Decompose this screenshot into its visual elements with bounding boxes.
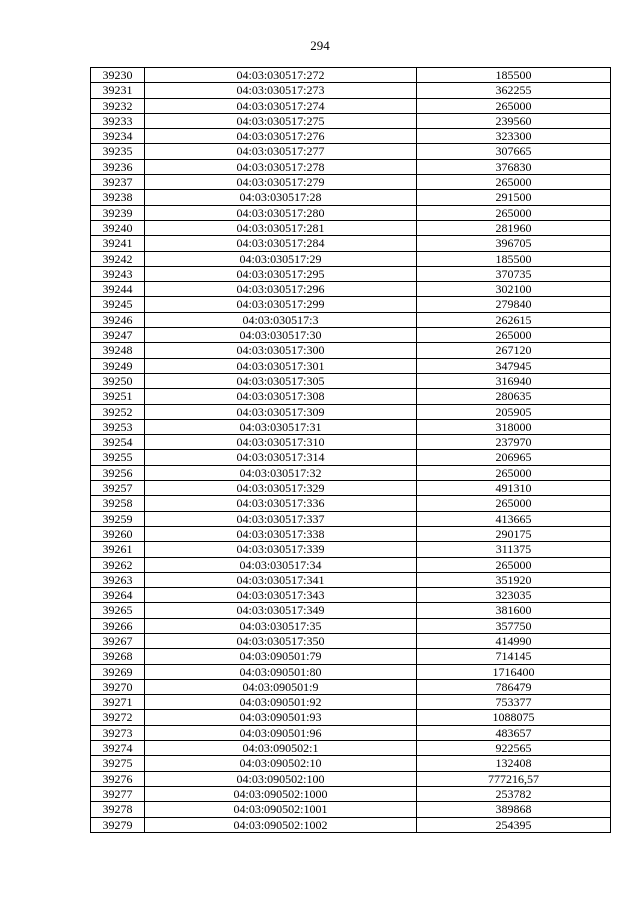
row-number-cell: 39240	[91, 220, 145, 235]
cadastral-number-cell: 04:03:030517:281	[145, 220, 417, 235]
cadastral-value-cell: 291500	[417, 190, 611, 205]
row-number-cell: 39250	[91, 373, 145, 388]
row-number-cell: 39252	[91, 404, 145, 419]
cadastral-value-cell: 714145	[417, 649, 611, 664]
table-row	[91, 786, 611, 801]
cadastral-number-cell: 04:03:090501:80	[145, 664, 417, 679]
cadastral-number-cell: 04:03:030517:310	[145, 435, 417, 450]
row-number-cell: 39278	[91, 802, 145, 817]
table-row	[91, 633, 611, 648]
cadastral-number-cell: 04:03:090501:9	[145, 679, 417, 694]
cadastral-value-cell: 302100	[417, 282, 611, 297]
table-row	[91, 526, 611, 541]
table-row	[91, 710, 611, 725]
cadastral-number-cell: 04:03:030517:338	[145, 526, 417, 541]
cadastral-number-cell: 04:03:030517:309	[145, 404, 417, 419]
cadastral-value-cell: 316940	[417, 373, 611, 388]
cadastral-value-cell: 318000	[417, 419, 611, 434]
table-row	[91, 129, 611, 144]
row-number-cell: 39273	[91, 725, 145, 740]
cadastral-number-cell: 04:03:030517:272	[145, 68, 417, 83]
row-number-cell: 39263	[91, 572, 145, 587]
cadastral-value-cell: 777216,57	[417, 771, 611, 786]
table-row	[91, 343, 611, 358]
table-row	[91, 557, 611, 572]
table-row	[91, 98, 611, 113]
cadastral-value-cell: 265000	[417, 496, 611, 511]
table-row	[91, 450, 611, 465]
row-number-cell: 39277	[91, 786, 145, 801]
row-number-cell: 39279	[91, 817, 145, 832]
cadastral-value-cell: 389868	[417, 802, 611, 817]
cadastral-value-cell: 239560	[417, 113, 611, 128]
cadastral-number-cell: 04:03:030517:299	[145, 297, 417, 312]
cadastral-value-cell: 414990	[417, 633, 611, 648]
cadastral-number-cell: 04:03:090501:96	[145, 725, 417, 740]
cadastral-value-cell: 265000	[417, 557, 611, 572]
row-number-cell: 39231	[91, 83, 145, 98]
row-number-cell: 39271	[91, 695, 145, 710]
row-number-cell: 39257	[91, 481, 145, 496]
cadastral-value-cell: 370735	[417, 266, 611, 281]
cadastral-value-cell: 307665	[417, 144, 611, 159]
row-number-cell: 39243	[91, 266, 145, 281]
table-row	[91, 159, 611, 174]
row-number-cell: 39237	[91, 175, 145, 190]
table-row	[91, 817, 611, 832]
cadastral-value-cell: 483657	[417, 725, 611, 740]
cadastral-value-cell: 205905	[417, 404, 611, 419]
cadastral-value-cell: 413665	[417, 511, 611, 526]
cadastral-number-cell: 04:03:090502:1000	[145, 786, 417, 801]
cadastral-number-cell: 04:03:030517:3	[145, 312, 417, 327]
cadastral-number-cell: 04:03:030517:275	[145, 113, 417, 128]
cadastral-value-cell: 1088075	[417, 710, 611, 725]
cadastral-value-cell: 265000	[417, 465, 611, 480]
cadastral-number-cell: 04:03:030517:349	[145, 603, 417, 618]
table-row	[91, 679, 611, 694]
table-row	[91, 312, 611, 327]
row-number-cell: 39255	[91, 450, 145, 465]
row-number-cell: 39262	[91, 557, 145, 572]
cadastral-value-cell: 323035	[417, 588, 611, 603]
row-number-cell: 39254	[91, 435, 145, 450]
cadastral-number-cell: 04:03:030517:30	[145, 328, 417, 343]
cadastral-value-cell: 323300	[417, 129, 611, 144]
table-row	[91, 205, 611, 220]
cadastral-value-cell: 262615	[417, 312, 611, 327]
table-row	[91, 572, 611, 587]
table-row	[91, 542, 611, 557]
row-number-cell: 39248	[91, 343, 145, 358]
row-number-cell: 39265	[91, 603, 145, 618]
cadastral-number-cell: 04:03:030517:300	[145, 343, 417, 358]
row-number-cell: 39256	[91, 465, 145, 480]
row-number-cell: 39236	[91, 159, 145, 174]
table-row	[91, 373, 611, 388]
row-number-cell: 39266	[91, 618, 145, 633]
cadastral-number-cell: 04:03:090502:1002	[145, 817, 417, 832]
table-row	[91, 220, 611, 235]
row-number-cell: 39258	[91, 496, 145, 511]
table-row	[91, 266, 611, 281]
cadastral-value-cell: 265000	[417, 205, 611, 220]
cadastral-value-cell: 351920	[417, 572, 611, 587]
row-number-cell: 39246	[91, 312, 145, 327]
cadastral-value-cell: 254395	[417, 817, 611, 832]
cadastral-number-cell: 04:03:030517:279	[145, 175, 417, 190]
cadastral-value-cell: 396705	[417, 236, 611, 251]
cadastral-number-cell: 04:03:090501:79	[145, 649, 417, 664]
cadastral-number-cell: 04:03:030517:350	[145, 633, 417, 648]
cadastral-value-cell: 265000	[417, 328, 611, 343]
row-number-cell: 39267	[91, 633, 145, 648]
row-number-cell: 39233	[91, 113, 145, 128]
row-number-cell: 39261	[91, 542, 145, 557]
cadastral-value-cell: 362255	[417, 83, 611, 98]
table-row	[91, 190, 611, 205]
table-row	[91, 297, 611, 312]
cadastral-value-cell: 265000	[417, 175, 611, 190]
table-row	[91, 802, 611, 817]
cadastral-number-cell: 04:03:090501:93	[145, 710, 417, 725]
table-row	[91, 236, 611, 251]
cadastral-number-cell: 04:03:030517:280	[145, 205, 417, 220]
cadastral-value-cell: 786479	[417, 679, 611, 694]
cadastral-number-cell: 04:03:030517:28	[145, 190, 417, 205]
table-row	[91, 144, 611, 159]
table-row	[91, 328, 611, 343]
table-row	[91, 175, 611, 190]
cadastral-number-cell: 04:03:030517:343	[145, 588, 417, 603]
row-number-cell: 39235	[91, 144, 145, 159]
row-number-cell: 39275	[91, 756, 145, 771]
cadastral-number-cell: 04:03:030517:274	[145, 98, 417, 113]
table-row	[91, 496, 611, 511]
cadastral-value-cell: 1716400	[417, 664, 611, 679]
table-row	[91, 251, 611, 266]
cadastral-number-cell: 04:03:030517:305	[145, 373, 417, 388]
row-number-cell: 39234	[91, 129, 145, 144]
row-number-cell: 39259	[91, 511, 145, 526]
cadastral-number-cell: 04:03:030517:278	[145, 159, 417, 174]
cadastral-number-cell: 04:03:030517:276	[145, 129, 417, 144]
row-number-cell: 39232	[91, 98, 145, 113]
cadastral-number-cell: 04:03:030517:35	[145, 618, 417, 633]
cadastral-number-cell: 04:03:030517:277	[145, 144, 417, 159]
cadastral-value-cell: 311375	[417, 542, 611, 557]
row-number-cell: 39230	[91, 68, 145, 83]
table-row	[91, 481, 611, 496]
table-row	[91, 419, 611, 434]
cadastral-value-cell: 381600	[417, 603, 611, 618]
table-row	[91, 358, 611, 373]
table-row	[91, 603, 611, 618]
cadastral-number-cell: 04:03:090502:100	[145, 771, 417, 786]
cadastral-value-cell: 185500	[417, 251, 611, 266]
table-row	[91, 389, 611, 404]
table-row	[91, 282, 611, 297]
cadastral-number-cell: 04:03:030517:296	[145, 282, 417, 297]
cadastral-value-cell: 253782	[417, 786, 611, 801]
table-row	[91, 725, 611, 740]
table-row	[91, 465, 611, 480]
row-number-cell: 39274	[91, 741, 145, 756]
cadastral-number-cell: 04:03:090502:1	[145, 741, 417, 756]
row-number-cell: 39269	[91, 664, 145, 679]
row-number-cell: 39253	[91, 419, 145, 434]
row-number-cell: 39264	[91, 588, 145, 603]
cadastral-number-cell: 04:03:090501:92	[145, 695, 417, 710]
cadastral-value-cell: 290175	[417, 526, 611, 541]
cadastral-number-cell: 04:03:030517:301	[145, 358, 417, 373]
cadastral-value-cell: 206965	[417, 450, 611, 465]
cadastral-value-cell: 279840	[417, 297, 611, 312]
row-number-cell: 39260	[91, 526, 145, 541]
cadastral-number-cell: 04:03:090502:1001	[145, 802, 417, 817]
cadastral-number-cell: 04:03:030517:284	[145, 236, 417, 251]
table-row	[91, 68, 611, 83]
cadastral-number-cell: 04:03:030517:329	[145, 481, 417, 496]
table-row	[91, 741, 611, 756]
row-number-cell: 39242	[91, 251, 145, 266]
row-number-cell: 39268	[91, 649, 145, 664]
row-number-cell: 39245	[91, 297, 145, 312]
table-row	[91, 435, 611, 450]
cadastral-number-cell: 04:03:030517:314	[145, 450, 417, 465]
cadastral-value-cell: 491310	[417, 481, 611, 496]
table-row	[91, 756, 611, 771]
cadastral-value-cell: 267120	[417, 343, 611, 358]
cadastral-number-cell: 04:03:030517:31	[145, 419, 417, 434]
table-row	[91, 404, 611, 419]
cadastral-number-cell: 04:03:030517:32	[145, 465, 417, 480]
cadastral-value-cell: 753377	[417, 695, 611, 710]
row-number-cell: 39238	[91, 190, 145, 205]
cadastral-number-cell: 04:03:030517:34	[145, 557, 417, 572]
row-number-cell: 39249	[91, 358, 145, 373]
row-number-cell: 39272	[91, 710, 145, 725]
cadastral-value-table	[90, 67, 611, 833]
table-row	[91, 511, 611, 526]
cadastral-value-cell: 347945	[417, 358, 611, 373]
row-number-cell: 39251	[91, 389, 145, 404]
cadastral-number-cell: 04:03:030517:308	[145, 389, 417, 404]
cadastral-number-cell: 04:03:030517:337	[145, 511, 417, 526]
cadastral-number-cell: 04:03:030517:29	[145, 251, 417, 266]
table-row	[91, 618, 611, 633]
cadastral-number-cell: 04:03:030517:295	[145, 266, 417, 281]
cadastral-number-cell: 04:03:090502:10	[145, 756, 417, 771]
cadastral-number-cell: 04:03:030517:336	[145, 496, 417, 511]
cadastral-value-cell: 376830	[417, 159, 611, 174]
cadastral-value-cell: 280635	[417, 389, 611, 404]
row-number-cell: 39247	[91, 328, 145, 343]
row-number-cell: 39239	[91, 205, 145, 220]
cadastral-value-cell: 237970	[417, 435, 611, 450]
row-number-cell: 39276	[91, 771, 145, 786]
row-number-cell: 39270	[91, 679, 145, 694]
cadastral-value-cell: 281960	[417, 220, 611, 235]
cadastral-number-cell: 04:03:030517:273	[145, 83, 417, 98]
page-number: 294	[310, 38, 330, 53]
cadastral-number-cell: 04:03:030517:339	[145, 542, 417, 557]
cadastral-value-cell: 922565	[417, 741, 611, 756]
cadastral-value-cell: 265000	[417, 98, 611, 113]
row-number-cell: 39241	[91, 236, 145, 251]
table-row	[91, 695, 611, 710]
table-row	[91, 771, 611, 786]
table-row	[91, 83, 611, 98]
table-row	[91, 588, 611, 603]
row-number-cell: 39244	[91, 282, 145, 297]
table-row	[91, 113, 611, 128]
table-row	[91, 664, 611, 679]
table-row	[91, 649, 611, 664]
cadastral-value-cell: 132408	[417, 756, 611, 771]
cadastral-number-cell: 04:03:030517:341	[145, 572, 417, 587]
cadastral-value-cell: 185500	[417, 68, 611, 83]
table-body	[91, 68, 611, 833]
cadastral-value-cell: 357750	[417, 618, 611, 633]
